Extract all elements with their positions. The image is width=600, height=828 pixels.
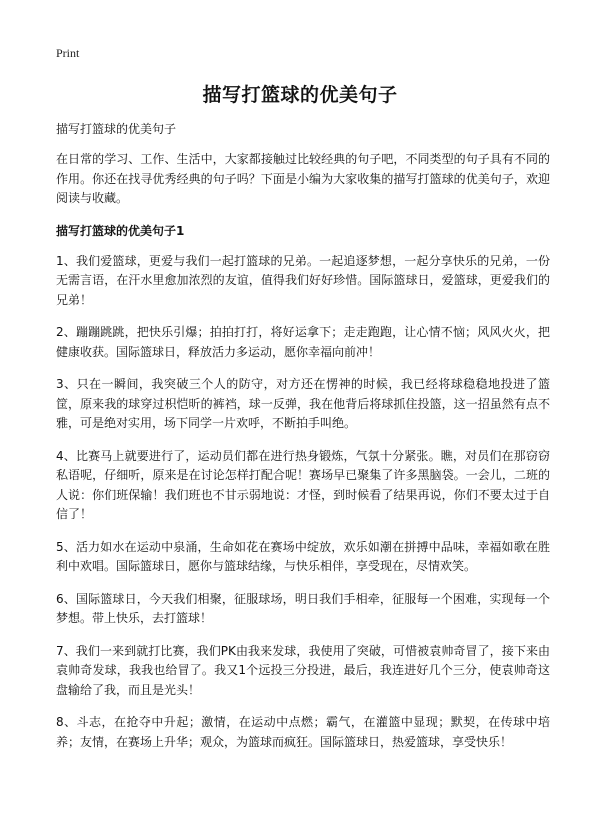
list-item-4: 4、比赛马上就要进行了，运动员们都在进行热身锻炼，气氛十分紧张。瞧，对员们在那窃窃私语呢，仔细听，原来是在讨论怎样打配合呢！赛场早已聚集了许多黑脑袋。一会儿，二班的人说：你们班保输！我们班也不甘示弱地说：才怪，到时候看了结果再说，你们不要太过于自信了！ <box>56 448 550 521</box>
list-item-2: 2、蹦蹦跳跳，把快乐引爆；拍拍打打，将好运拿下；走走跑跑，让心情不恼；风风火火，把健康收获。国际篮球日，释放活力多运动，愿你幸福向前冲！ <box>56 325 550 359</box>
list-item-1: 1、我们爱篮球，更爱与我们一起打篮球的兄弟。一起追逐梦想，一起分享快乐的兄弟，一份无需言语，在汗水里愈加浓烈的友谊，值得我们好好珍惜。国际篮球日，爱篮球，更爱我们的兄弟！ <box>56 253 550 307</box>
subtitle: 描写打篮球的优美句子 <box>56 122 177 136</box>
print-link[interactable]: Print <box>56 46 80 60</box>
article-body <box>56 150 550 765</box>
list-item-5: 5、活力如水在运动中泉涌，生命如花在赛场中绽放，欢乐如潮在拼搏中品味，幸福如歌在胜利中欢唱。国际篮球日，愿你与篮球结缘，与快乐相伴，享受现在，尽情欢笑。 <box>56 539 550 573</box>
list-item-8: 8、斗志，在抢夺中升起；激情，在运动中点燃；霸气，在灌篮中显现；默契，在传球中培养；友情，在赛场上升华；观众，为篮球而疯狂。国际篮球日，热爱篮球，享受快乐！ <box>56 715 550 749</box>
page-title: 描写打篮球的优美句子 <box>202 84 398 106</box>
intro-paragraph: 在日常的学习、工作、生活中，大家都接触过比较经典的句子吧，不同类型的句子具有不同的作用。你还在找寻优秀经典的句子吗？下面是小编为大家收集的描写打篮球的优美句子，欢迎阅读与收藏。 <box>56 152 550 205</box>
section-heading: 描写打篮球的优美句子1 <box>56 223 185 238</box>
list-item-7: 7、我们一来到就打比赛，我们PK由我来发球，我使用了突破，可惜被袁帅奇冒了，接下来由袁帅奇发球，我我也给冒了。我又1个远投三分投进，最后，我连进好几个三分，使袁帅奇这盘输给了我，而且是光头！ <box>56 643 550 697</box>
list-item-6: 6、国际篮球日，今天我们相聚，征服球场，明日我们手相牵，征服每一个困难，实现每一个梦想。带上快乐，去打篮球！ <box>56 591 550 625</box>
list-item-3: 3、只在一瞬间，我突破三个人的防守，对方还在愣神的时候，我已经将球稳稳地投进了篮筐，原来我的球穿过枳恺昕的裤裆，球一反弹，我在他背后将球抓住投篮，这一招虽然有点不雅，可是绝对实用，场下同学一片欢呼，不断拍手叫绝。 <box>56 377 550 430</box>
